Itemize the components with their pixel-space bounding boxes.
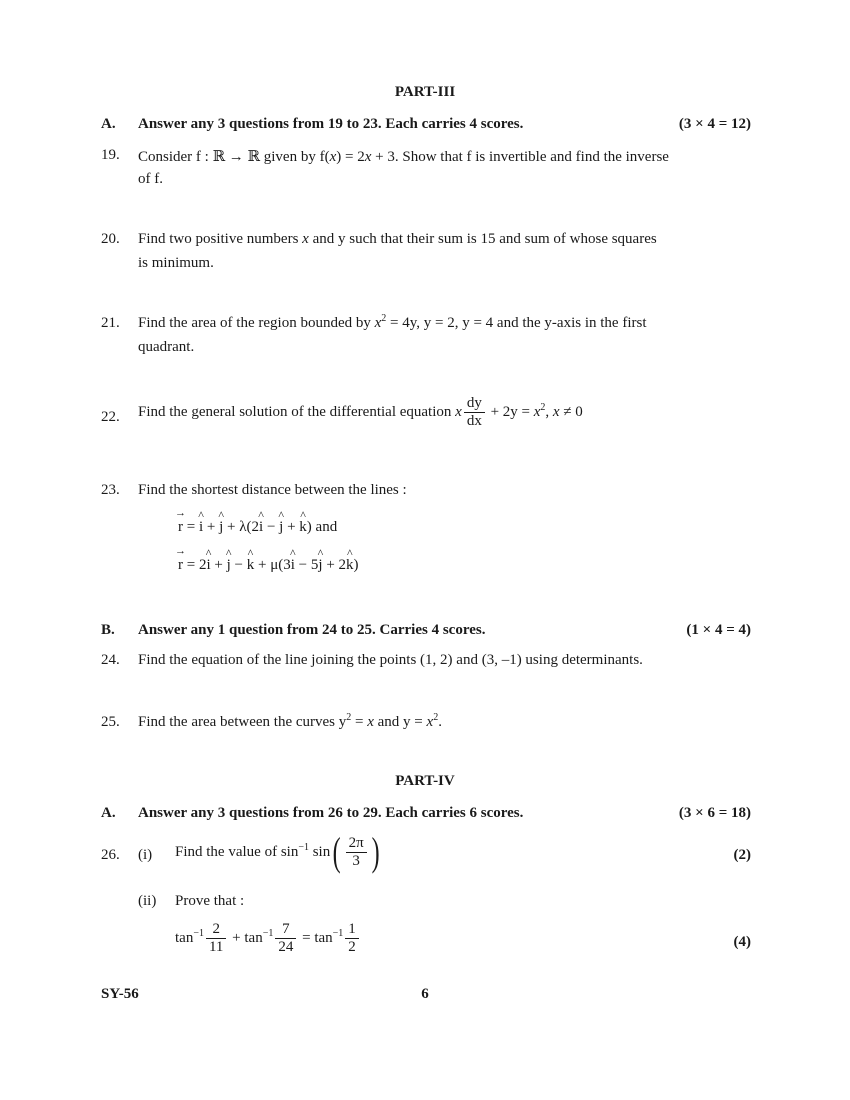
vector-equation-1: → r = ^ i + ^ j + λ(2^ i − ^ j + ^ k) and [178,517,337,536]
part-heading: PART-IV [395,773,455,789]
subquestion-marks: (4) [733,934,751,950]
section-instruction: Answer any 1 question from 24 to 25. Carries 4 scores. [138,622,486,638]
question-number: 24. [101,652,120,668]
section-instruction: Answer any 3 questions from 26 to 29. Each carries 6 scores. [138,805,524,821]
question-text-cont: of f. [138,171,163,187]
question-number: 20. [101,231,120,247]
section-label: B. [101,622,115,638]
subquestion-text: Prove that : [175,893,245,909]
section-instruction: Answer any 3 questions from 19 to 23. Each carries 4 scores. [138,116,524,132]
question-text: Consider f : ℝ → ℝ given by f(x) = 2x + 3. Show that f is invertible and find the inverse [138,149,669,165]
tan-identity: $\tan^{-1}$ $\frac{2}{11}$ + $\tan^{-1}$ $\frac{7}{24}$ = $\tan^{-1}$ $\frac{1}{2}$ [175,921,361,956]
question-text: Find the general solution of the differential equation x $\frac{dy}{dx}$ + $2y = x^2$, x ≠ 0 [138,395,583,429]
paper-code: SY-56 [101,986,139,1002]
question-text: Find the equation of the line joining the points (1, 2) and (3, –1) using determinants. [138,652,643,668]
question-text: Find the shortest distance between the lines : [138,482,407,498]
part-heading: PART-III [394,84,456,100]
question-text-cont: quadrant. [138,339,195,355]
question-number: 26. [101,847,120,863]
question-number: 22. [101,409,120,425]
subquestion-marks: (2) [733,847,751,863]
section-label: A. [101,116,116,132]
section-marks: (3 × 6 = 18) [678,805,751,821]
question-number: 25. [101,714,120,730]
question-text-cont: is minimum. [138,255,214,271]
question-text: Find the area between the curves $y^2 = x$ and $y = x^2$. [138,712,442,730]
question-text: Find two positive numbers x and y such that their sum is 15 and sum of whose squares [138,231,657,247]
vector-equation-2: → r = 2^ i + ^ j − ^ k + μ(3^ i − 5^ j + 2^ k) [178,555,359,574]
derivative-fraction: $\frac{dy}{dx}$ [464,395,485,430]
subquestion-text: Find the value of $\sin^{-1} \sin$( $\frac{2\pi}{3}$ ) [175,829,380,874]
question-text: Find the area of the region bounded by $x^2 = 4y$, y = 2, y = 4 and the y-axis in the first [138,313,647,331]
section-label: A. [101,805,116,821]
subquestion-label: (ii) [138,893,157,909]
angle-fraction: $\frac{2\pi}{3}$ [346,835,367,870]
section-marks: (3 × 4 = 12) [678,116,751,132]
question-number: 21. [101,315,120,331]
section-marks: (1 × 4 = 4) [686,622,751,638]
page-number: 6 [421,986,429,1002]
subquestion-label: (i) [138,847,153,863]
question-number: 19. [101,147,120,163]
question-number: 23. [101,482,120,498]
